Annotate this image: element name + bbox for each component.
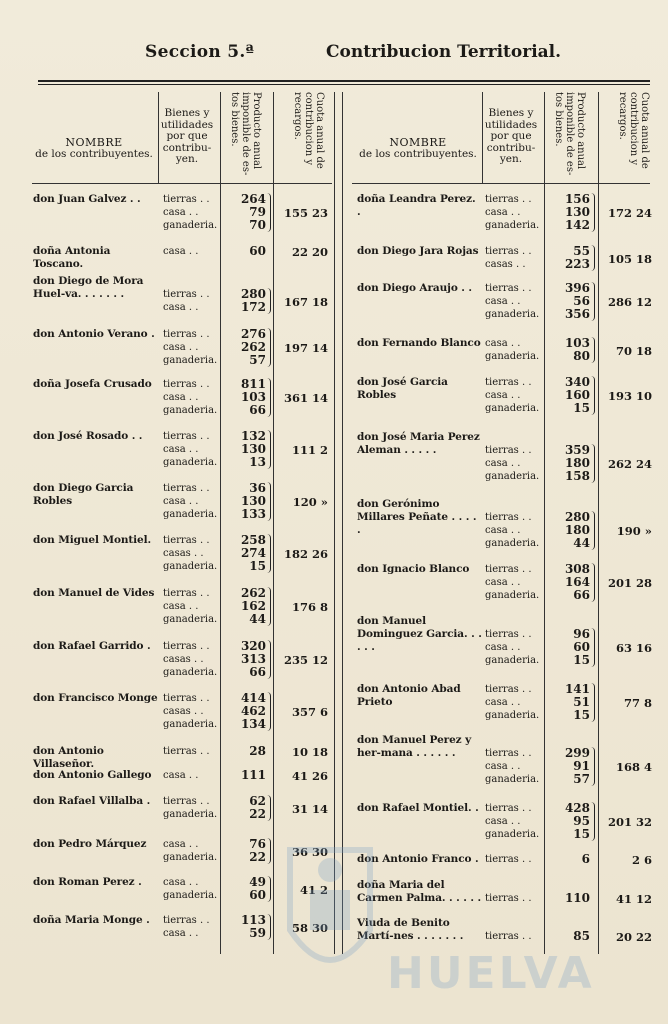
asset-type: tierras . . [163, 194, 210, 205]
annual-quota: 201 32 [607, 815, 652, 829]
grouping-brace [591, 376, 595, 415]
contributor-name: don José Garcia Robles [357, 376, 448, 401]
asset-type: ganaderia. [485, 710, 540, 721]
asset-type: tierras . . [163, 535, 210, 546]
annual-quota: 41 2 [299, 882, 328, 897]
asset-type: tierras . . [163, 588, 210, 599]
asset-type: casa . . [163, 601, 199, 612]
taxable-product: 66 [573, 588, 590, 602]
taxable-product: 6 [581, 852, 590, 866]
taxable-product: 113 [240, 913, 266, 927]
taxable-product: 79 [249, 205, 266, 219]
annual-quota: 235 12 [283, 653, 328, 667]
asset-type: casa . . [485, 761, 521, 772]
contributor-name: don Miguel Montiel. [33, 534, 152, 546]
asset-type: ganaderia. [163, 405, 218, 416]
asset-type: tierras . . [163, 379, 210, 390]
taxable-product: 313 [240, 652, 266, 666]
col-cuota-right: Cuota anual de contribucion y recargos. [617, 92, 650, 169]
taxable-product: 85 [573, 929, 590, 943]
contributor-name: don Francisco Monge [33, 692, 158, 704]
annual-quota: 10 18 [291, 745, 328, 759]
taxable-product: 340 [564, 375, 590, 389]
taxable-product: 130 [240, 494, 266, 508]
contributor-name: don Antonio Gallego [33, 769, 152, 781]
contributor-name: doña Maria del Carmen Palma. . . . . . [357, 879, 482, 904]
asset-type: tierras . . [485, 445, 532, 456]
taxable-product: 164 [564, 575, 590, 589]
contributor-name: don Diego de Mora Huel-va. . . . . . . [33, 275, 144, 300]
annual-quota: 155 23 [283, 206, 328, 220]
taxable-product: 57 [573, 772, 590, 786]
asset-type: tierras . . [163, 746, 210, 757]
taxable-product: 356 [564, 307, 590, 321]
taxable-product: 133 [240, 507, 266, 521]
asset-type: ganaderia. [485, 774, 540, 785]
asset-type: casas . . [163, 548, 204, 559]
asset-type: ganaderia. [485, 351, 540, 362]
taxable-product: 811 [240, 377, 266, 391]
taxable-product: 158 [564, 469, 590, 483]
asset-type: tierras . . [485, 512, 532, 523]
contributor-name: don Roman Perez . [33, 876, 142, 888]
taxable-product: 15 [573, 401, 590, 415]
grouping-brace [591, 563, 595, 602]
taxable-product: 103 [240, 390, 266, 404]
taxable-product: 66 [249, 403, 266, 417]
col-producto-right: Producto anual imponible de es-tos bienes. [553, 92, 586, 176]
contributor-name: don Manuel de Vides [33, 587, 155, 599]
annual-quota: 77 8 [623, 696, 652, 710]
taxable-product: 428 [564, 801, 590, 815]
asset-type: casa . . [163, 839, 199, 850]
asset-type: ganaderia. [163, 809, 218, 820]
grouping-brace [591, 747, 595, 786]
taxable-product: 134 [240, 717, 266, 731]
taxable-product: 180 [564, 456, 590, 470]
asset-type: tierras . . [485, 283, 532, 294]
taxable-product: 36 [249, 481, 266, 495]
contributor-name: don Rafael Montiel. . [357, 802, 479, 814]
taxable-product: 359 [564, 443, 590, 457]
asset-type: casa . . [485, 697, 521, 708]
taxable-product: 280 [564, 510, 590, 524]
asset-type: casas . . [163, 706, 204, 717]
contributor-name: don Manuel Perez y her-mana . . . . . . [357, 734, 472, 759]
page-title: Contribucion Territorial. [326, 42, 562, 62]
taxable-product: 258 [240, 533, 266, 547]
taxable-product: 44 [573, 536, 590, 550]
annual-quota: 172 24 [607, 206, 652, 220]
grouping-brace [591, 282, 595, 321]
annual-quota: 190 » [616, 524, 652, 538]
asset-type: ganaderia. [485, 220, 540, 231]
contributor-name: don Pedro Márquez [33, 838, 147, 850]
taxable-product: 132 [240, 429, 266, 443]
grouping-brace [267, 640, 271, 679]
contributor-name: don Antonio Franco . [357, 853, 479, 865]
asset-type: casa . . [485, 577, 521, 588]
grouping-brace [591, 802, 595, 841]
contributor-name: don Ignacio Blanco [357, 563, 470, 575]
column-rule [158, 92, 159, 184]
asset-type: casa . . [485, 390, 521, 401]
annual-quota: 36 30 [291, 844, 328, 859]
taxable-product: 57 [249, 353, 266, 367]
contributor-name: don Rafael Villalba . [33, 795, 151, 807]
header-separator-right [352, 183, 650, 184]
annual-quota: 105 18 [607, 251, 652, 266]
asset-type: ganaderia. [163, 614, 218, 625]
annual-quota: 168 4 [615, 760, 652, 774]
asset-type: casa . . [485, 525, 521, 536]
taxable-product: 91 [573, 759, 590, 773]
asset-type: casa . . [163, 444, 199, 455]
taxable-product: 141 [564, 682, 590, 696]
grouping-brace [267, 534, 271, 573]
contributor-name: don José Maria Perez Aleman . . . . . [357, 431, 480, 456]
annual-quota: 167 18 [283, 294, 328, 309]
watermark-text: HUELVA [387, 948, 595, 999]
grouping-brace [591, 193, 595, 232]
taxable-product: 223 [564, 257, 590, 271]
asset-type: casa . . [163, 342, 199, 353]
asset-type: tierras . . [485, 377, 532, 388]
contributor-name: don Diego Garcia Robles [33, 482, 134, 507]
annual-quota: 182 26 [283, 547, 328, 561]
taxable-product: 262 [240, 340, 266, 354]
taxable-product: 111 [240, 768, 266, 782]
col-bienes-right: Bienes y utilidades por que contribu-yen. [484, 107, 538, 165]
asset-type: tierras . . [485, 246, 532, 257]
grouping-brace [267, 692, 271, 731]
contributor-name: don Juan Galvez . . [33, 193, 141, 205]
taxable-product: 15 [573, 653, 590, 667]
taxable-product: 22 [249, 807, 266, 821]
taxable-product: 62 [249, 794, 266, 808]
asset-type: tierras . . [485, 194, 532, 205]
taxable-product: 262 [240, 586, 266, 600]
asset-type: casa . . [485, 338, 521, 349]
asset-type: ganaderia. [163, 355, 218, 366]
asset-type: casa . . [485, 458, 521, 469]
taxable-product: 130 [564, 205, 590, 219]
annual-quota: 31 14 [291, 801, 328, 816]
taxable-product: 180 [564, 523, 590, 537]
asset-type: tierras . . [163, 641, 210, 652]
grouping-brace [591, 245, 595, 271]
grouping-brace [267, 193, 271, 232]
asset-type: casa . . [163, 392, 199, 403]
asset-type: casa . . [163, 302, 199, 313]
column-rule [544, 92, 545, 954]
asset-type: ganaderia. [163, 890, 218, 901]
asset-type: casa . . [485, 816, 521, 827]
asset-type: ganaderia. [485, 655, 540, 666]
grouping-brace [267, 482, 271, 521]
contributor-name: doña Maria Monge . [33, 914, 150, 926]
taxable-product: 60 [249, 244, 266, 258]
taxable-product: 162 [240, 599, 266, 613]
annual-quota: 262 24 [607, 457, 652, 471]
grouping-brace [267, 288, 271, 314]
header-separator-left [32, 183, 332, 184]
contributor-name: don Antonio Villaseñor. [33, 745, 104, 770]
grouping-brace [267, 378, 271, 417]
annual-quota: 193 10 [607, 389, 652, 403]
grouping-brace [267, 795, 271, 821]
taxable-product: 66 [249, 665, 266, 679]
annual-quota: 63 16 [615, 641, 652, 655]
asset-type: tierras . . [163, 329, 210, 340]
asset-type: tierras . . [485, 629, 532, 640]
taxable-product: 56 [573, 294, 590, 308]
asset-type: casas . . [163, 654, 204, 665]
contributor-name: doña Josefa Crusado [33, 378, 152, 390]
taxable-product: 276 [240, 327, 266, 341]
col-nombre-right: NOMBRE de los contribuyentes. [359, 136, 477, 160]
taxable-product: 60 [249, 888, 266, 902]
contributor-name: don Antonio Abad Prieto [357, 683, 461, 708]
asset-type: ganaderia. [485, 829, 540, 840]
grouping-brace [267, 430, 271, 469]
asset-type: ganaderia. [163, 561, 218, 572]
taxable-product: 15 [573, 708, 590, 722]
annual-quota: 41 12 [615, 892, 652, 906]
taxable-product: 274 [240, 546, 266, 560]
contributor-name: doña Leandra Perez. . [357, 193, 476, 218]
asset-type: tierras . . [485, 564, 532, 575]
grouping-brace [591, 444, 595, 483]
contributor-name: don Fernando Blanco [357, 337, 481, 349]
taxable-product: 13 [249, 455, 266, 469]
col-nombre-left: NOMBRE de los contribuyentes. [35, 136, 153, 160]
asset-type: tierras . . [485, 748, 532, 759]
contributor-name: don Diego Jara Rojas [357, 245, 479, 257]
asset-type: ganaderia. [485, 590, 540, 601]
header-rule [38, 80, 650, 82]
column-rule [342, 92, 343, 954]
asset-type: casa . . [163, 496, 199, 507]
contributor-name: Viuda de Benito Martí-nes . . . . . . . [357, 917, 464, 942]
asset-type: ganaderia. [163, 220, 218, 231]
asset-type: ganaderia. [163, 719, 218, 730]
asset-type: tierras . . [485, 684, 532, 695]
asset-type: casas . . [485, 259, 526, 270]
col-producto-left: Producto anual imponible de es-tos bienes. [229, 92, 262, 176]
contributor-name: don Manuel Dominguez Garcia. . . . . . [357, 615, 482, 653]
taxable-product: 320 [240, 639, 266, 653]
taxable-product: 142 [564, 218, 590, 232]
asset-type: ganaderia. [485, 309, 540, 320]
taxable-product: 299 [564, 746, 590, 760]
taxable-product: 280 [240, 287, 266, 301]
column-rule [334, 92, 335, 954]
column-rule [273, 92, 274, 954]
grouping-brace [591, 511, 595, 550]
taxable-product: 80 [573, 349, 590, 363]
annual-quota: 22 20 [291, 245, 328, 259]
taxable-product: 308 [564, 562, 590, 576]
col-cuota-left: Cuota anual de contribucion y recargos. [292, 92, 325, 169]
asset-type: ganaderia. [485, 471, 540, 482]
annual-quota: 286 12 [607, 295, 652, 309]
contributor-name: don José Rosado . . [33, 430, 143, 442]
taxable-product: 22 [249, 850, 266, 864]
asset-type: casa . . [163, 770, 199, 781]
grouping-brace [267, 328, 271, 367]
asset-type: tierras . . [163, 289, 210, 300]
col-bienes-left: Bienes y utilidades por que contribu-yen. [160, 107, 214, 165]
asset-type: tierras . . [485, 803, 532, 814]
asset-type: tierras . . [163, 431, 210, 442]
taxable-product: 49 [249, 875, 266, 889]
taxable-product: 172 [240, 300, 266, 314]
annual-quota: 58 30 [291, 920, 328, 935]
contributor-name: don Gerónimo Millares Peñate . . . . . [357, 498, 477, 536]
asset-type: tierras . . [163, 796, 210, 807]
taxable-product: 414 [240, 691, 266, 705]
asset-type: casa . . [163, 928, 199, 939]
taxable-product: 462 [240, 704, 266, 718]
contributor-name: don Rafael Garrido . [33, 640, 151, 652]
asset-type: casa . . [485, 642, 521, 653]
asset-type: tierras . . [163, 693, 210, 704]
column-rule [482, 92, 483, 184]
taxable-product: 70 [249, 218, 266, 232]
asset-type: tierras . . [485, 893, 532, 904]
grouping-brace [591, 337, 595, 363]
asset-type: ganaderia. [163, 667, 218, 678]
asset-type: tierras . . [485, 854, 532, 865]
annual-quota: 70 18 [615, 343, 652, 358]
section-label: Seccion 5.ª [145, 42, 255, 62]
taxable-product: 110 [564, 891, 590, 905]
taxable-product: 130 [240, 442, 266, 456]
taxable-product: 96 [573, 627, 590, 641]
annual-quota: 111 2 [291, 443, 328, 457]
asset-type: ganaderia. [485, 403, 540, 414]
annual-quota: 201 28 [607, 576, 652, 590]
taxable-product: 60 [573, 640, 590, 654]
page-header [0, 42, 668, 70]
asset-type: ganaderia. [485, 538, 540, 549]
asset-type: ganaderia. [163, 852, 218, 863]
asset-type: tierras . . [485, 931, 532, 942]
asset-type: tierras . . [163, 483, 210, 494]
contributor-name: don Diego Araujo . . [357, 282, 472, 294]
asset-type: ganaderia. [163, 457, 218, 468]
annual-quota: 197 14 [283, 341, 328, 355]
asset-type: casa . . [163, 877, 199, 888]
annual-quota: 176 8 [291, 600, 328, 614]
taxable-product: 264 [240, 192, 266, 206]
annual-quota: 357 6 [291, 705, 328, 719]
asset-type: casa . . [163, 207, 199, 218]
asset-type: casa . . [485, 207, 521, 218]
taxable-product: 51 [573, 695, 590, 709]
contributor-name: doña Antonia Toscano. [33, 245, 111, 270]
annual-quota: 41 26 [291, 769, 328, 783]
taxable-product: 396 [564, 281, 590, 295]
taxable-product: 76 [249, 837, 266, 851]
annual-quota: 2 6 [631, 853, 652, 867]
asset-type: casa . . [163, 246, 199, 257]
asset-type: casa . . [485, 296, 521, 307]
annual-quota: 361 14 [283, 391, 328, 405]
taxable-product: 103 [564, 336, 590, 350]
taxable-product: 160 [564, 388, 590, 402]
taxable-product: 44 [249, 612, 266, 626]
grouping-brace [267, 587, 271, 626]
asset-type: ganaderia. [163, 509, 218, 520]
grouping-brace [591, 628, 595, 667]
taxable-product: 28 [249, 744, 266, 758]
taxable-product: 15 [573, 827, 590, 841]
taxable-product: 156 [564, 192, 590, 206]
taxable-product: 95 [573, 814, 590, 828]
annual-quota: 120 » [292, 495, 328, 509]
annual-quota: 20 22 [615, 930, 652, 944]
grouping-brace [591, 683, 595, 722]
contributor-name: don Antonio Verano . [33, 328, 155, 340]
asset-type: tierras . . [163, 915, 210, 926]
column-rule [220, 92, 221, 954]
header-rule-thin [38, 84, 650, 85]
taxable-product: 55 [573, 244, 590, 258]
shield-icon [275, 830, 385, 1000]
taxable-product: 59 [249, 926, 266, 940]
taxable-product: 15 [249, 559, 266, 573]
